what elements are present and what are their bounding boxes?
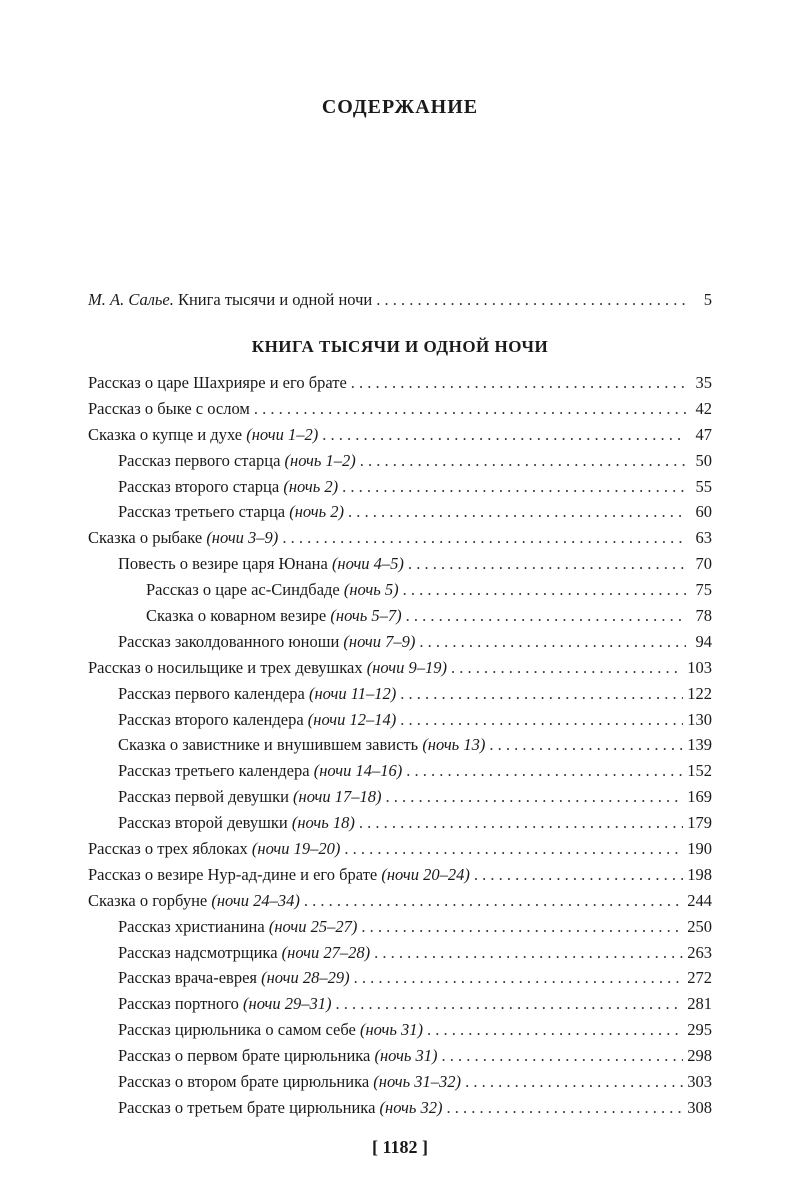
entry-title-text: Рассказ портного (118, 994, 244, 1014)
entry-title-text: Рассказ о носильщике и трех девушках (88, 657, 367, 677)
entry-title (88, 655, 447, 681)
entry-title (118, 448, 356, 474)
entry-page-number: 272 (687, 968, 712, 988)
toc-entry[interactable] (88, 551, 712, 577)
toc-entry[interactable] (88, 784, 712, 810)
entry-nights: (ночь 31) (374, 1046, 438, 1066)
entry-title (118, 1043, 438, 1069)
entry-title-text: Сказка о рыбаке (88, 528, 207, 548)
entry-title-text: Рассказ о царе Шахрияре и его брате (88, 373, 347, 392)
entry-title-text: Рассказ первого календера (118, 683, 309, 703)
entry-title-text: Рассказ цирюльника о самом себе (118, 1020, 360, 1040)
entry-page-number: 35 (695, 373, 712, 392)
entry-title-text: Рассказ третьего календера (118, 761, 314, 781)
entry-page-number: 103 (687, 657, 712, 677)
entry-page-number: 263 (687, 942, 712, 962)
entry-nights: (ночь 5) (343, 580, 399, 600)
entry-page-number: 308 (687, 1097, 712, 1117)
toc-entry[interactable] (88, 1043, 712, 1069)
dot-leader (322, 422, 686, 448)
dot-leader (403, 577, 686, 603)
entry-title-text: Сказка о горбуне (88, 890, 212, 910)
entry-page-number: 250 (687, 916, 712, 936)
entry-title (88, 287, 372, 313)
entry-title-text: Рассказ второй девушки (118, 813, 292, 833)
entry-page-number: 60 (695, 502, 712, 522)
entry-title (118, 810, 355, 836)
entry-title-text: Рассказ о везире Нур-ад-дине и его брате (88, 864, 382, 884)
entry-page-number: 47 (695, 424, 712, 444)
toc-entry[interactable] (88, 577, 712, 603)
entry-title (88, 525, 278, 551)
dot-leader (386, 784, 684, 810)
entry-title (118, 1017, 423, 1043)
entry-nights: (ночь 31–32) (373, 1072, 462, 1092)
dot-leader (442, 1043, 684, 1069)
entry-title (118, 732, 485, 758)
toc-entry[interactable] (88, 655, 712, 681)
entry-nights: (ночи 17–18) (293, 787, 382, 807)
entry-nights: (ночи 12–14) (307, 709, 397, 729)
dot-leader (406, 758, 683, 784)
toc-entry[interactable] (88, 603, 712, 629)
dot-leader (427, 1017, 683, 1043)
entry-nights: (ночь 18) (291, 813, 355, 833)
entry-title-text: Рассказ о трех яблоках (88, 839, 252, 859)
entry-nights: (ночи 25–27) (268, 916, 358, 936)
toc-entry[interactable] (88, 629, 712, 655)
entry-title (118, 991, 332, 1017)
entry-title (118, 499, 344, 525)
dot-leader (419, 629, 686, 655)
entry-nights: (ночь 5–7) (330, 606, 402, 626)
entry-title-text: Рассказ христианина (118, 916, 269, 936)
dot-leader (348, 499, 686, 525)
entry-page-number: 78 (695, 606, 712, 626)
toc-entry[interactable] (88, 1017, 712, 1043)
dot-leader (374, 940, 683, 966)
entry-title-text: Сказка о купце и духе (88, 424, 247, 444)
entry-nights: (ночи 7–9) (343, 631, 416, 651)
entry-title (88, 370, 347, 396)
table-of-contents (88, 370, 712, 1121)
entry-nights: (ночь 31) (359, 1020, 423, 1040)
entry-page-number: 55 (695, 476, 712, 496)
entry-nights: (ночь 32) (379, 1097, 443, 1117)
entry-title (146, 603, 402, 629)
dot-leader (304, 888, 683, 914)
entry-nights: (ночи 3–9) (206, 528, 279, 548)
entry-page-number: 122 (687, 683, 712, 703)
toc-entry[interactable] (88, 836, 712, 862)
entry-title-text: Рассказ о первом брате цирюльника (118, 1046, 375, 1066)
entry-page-number: 169 (687, 787, 712, 807)
section-heading: КНИГА ТЫСЯЧИ И ОДНОЙ НОЧИ (251, 337, 549, 356)
entry-page-number: 42 (695, 398, 712, 418)
entry-nights: (ночи 28–29) (261, 968, 350, 988)
entry-title (88, 396, 250, 422)
entry-nights: (ночи 9–19) (366, 657, 447, 677)
entry-title (118, 965, 350, 991)
toc-entry[interactable] (88, 862, 712, 888)
entry-title (88, 422, 318, 448)
entry-nights: (ночи 11–12) (308, 683, 397, 703)
toc-entry[interactable] (88, 707, 712, 733)
entry-title-text: Рассказ врача-еврея (118, 968, 262, 988)
dot-leader (400, 707, 683, 733)
entry-page-number: 139 (687, 735, 712, 755)
toc-entry[interactable] (88, 732, 712, 758)
toc-entry[interactable] (88, 965, 712, 991)
entry-page-number: 152 (687, 761, 712, 781)
entry-page-number: 50 (695, 450, 712, 470)
entry-page-number: 94 (695, 631, 712, 651)
entry-page-number: 190 (687, 839, 712, 859)
toc-entry[interactable] (88, 396, 712, 422)
entry-nights: (ночи 27–28) (281, 942, 371, 962)
entry-page-number: 70 (695, 554, 712, 574)
entry-nights: (ночи 4–5) (331, 554, 404, 574)
dot-leader (344, 836, 683, 862)
dot-leader (406, 603, 686, 629)
entry-title (118, 940, 370, 966)
dot-leader (400, 681, 683, 707)
entry-page-number: 75 (695, 580, 712, 600)
entry-title-text: Рассказ второго старца (118, 476, 284, 496)
dot-leader (361, 914, 683, 940)
dot-leader (282, 525, 686, 551)
toc-entry[interactable] (88, 991, 712, 1017)
entry-page-number: 303 (687, 1072, 712, 1092)
entry-title-text: Рассказ о третьем брате цирюльника (118, 1097, 380, 1117)
toc-entry[interactable] (88, 940, 712, 966)
entry-nights: (ночи 24–34) (211, 890, 300, 910)
toc-entry[interactable] (88, 370, 712, 396)
toc-entry[interactable] (88, 448, 712, 474)
entry-title (118, 629, 415, 655)
entry-title-text: Рассказ заколдованного юноши (118, 631, 344, 651)
toc-entry[interactable] (88, 758, 712, 784)
entry-page-number: 5 (703, 290, 712, 309)
dot-leader (360, 448, 686, 474)
entry-author: М. А. Салье. (88, 290, 174, 309)
dot-leader (451, 655, 683, 681)
entry-nights: (ночь 1–2) (284, 450, 356, 470)
entry-nights: (ночь 2) (283, 476, 339, 496)
entry-page-number: 63 (695, 528, 712, 548)
entry-title (118, 551, 404, 577)
entry-title-text: Рассказ о царе ас-Синдбаде (146, 580, 344, 600)
dot-leader (254, 396, 686, 422)
dot-leader (354, 965, 684, 991)
entry-nights: (ночь 13) (422, 735, 486, 755)
entry-nights: (ночи 1–2) (246, 424, 319, 444)
entry-nights: (ночь 2) (289, 502, 345, 522)
entry-title-text: Рассказ надсмотрщика (118, 942, 282, 962)
dot-leader (342, 474, 686, 500)
entry-title-text: Повесть о везире царя Юнана (118, 554, 332, 574)
entry-nights: (ночи 14–16) (313, 761, 403, 781)
dot-leader (376, 287, 686, 313)
entry-title (118, 1095, 443, 1121)
entry-title (88, 888, 300, 914)
entry-title-text: Сказка о коварном везире (146, 606, 331, 626)
entry-title-text: Рассказ первой девушки (118, 787, 294, 807)
toc-entry[interactable] (88, 422, 712, 448)
toc-entry[interactable] (88, 681, 712, 707)
page-number-folio: [ 1182 ] (372, 1137, 428, 1157)
entry-nights: (ночи 19–20) (251, 839, 341, 859)
entry-title-text: Рассказ второго календера (118, 709, 308, 729)
page-title: СОДЕРЖАНИЕ (321, 96, 479, 118)
toc-entry[interactable] (88, 1095, 712, 1121)
toc-entry[interactable] (88, 914, 712, 940)
entry-title-text: Рассказ о быке с ослом (88, 398, 250, 418)
entry-page-number: 298 (687, 1046, 712, 1066)
entry-page-number: 295 (687, 1020, 712, 1040)
dot-leader (336, 991, 684, 1017)
toc-entry[interactable] (88, 888, 712, 914)
entry-page-number: 179 (687, 813, 712, 833)
dot-leader (447, 1095, 684, 1121)
toc-entry[interactable] (88, 525, 712, 551)
entry-nights: (ночи 29–31) (243, 994, 332, 1014)
entry-title-text: Сказка о завистнике и внушившем зависть (118, 735, 423, 755)
entry-title (88, 836, 340, 862)
entry-title (118, 758, 402, 784)
dot-leader (489, 732, 683, 758)
toc-entry-preface[interactable] (88, 287, 712, 313)
entry-title (118, 1069, 461, 1095)
entry-title-text: Рассказ третьего старца (118, 502, 290, 522)
entry-title (146, 577, 399, 603)
dot-leader (474, 862, 683, 888)
entry-title (88, 862, 470, 888)
entry-nights: (ночи 20–24) (381, 864, 470, 884)
toc-entry[interactable] (88, 810, 712, 836)
entry-page-number: 281 (687, 994, 712, 1014)
entry-title (118, 784, 382, 810)
entry-title (118, 707, 396, 733)
dot-leader (465, 1069, 683, 1095)
entry-page-number: 130 (687, 709, 712, 729)
entry-title (118, 681, 396, 707)
entry-title-text: Рассказ о втором брате цирюльника (118, 1072, 374, 1092)
dot-leader (408, 551, 686, 577)
entry-title (118, 914, 357, 940)
toc-entry[interactable] (88, 1069, 712, 1095)
entry-title-text: Рассказ первого старца (118, 450, 285, 470)
dot-leader (359, 810, 683, 836)
toc-entry[interactable] (88, 499, 712, 525)
toc-entry[interactable] (88, 474, 712, 500)
entry-page-number: 198 (687, 864, 712, 884)
dot-leader (351, 370, 686, 396)
entry-page-number: 244 (687, 890, 712, 910)
entry-title (118, 474, 338, 500)
entry-title-text: Книга тысячи и одной ночи (173, 290, 373, 309)
